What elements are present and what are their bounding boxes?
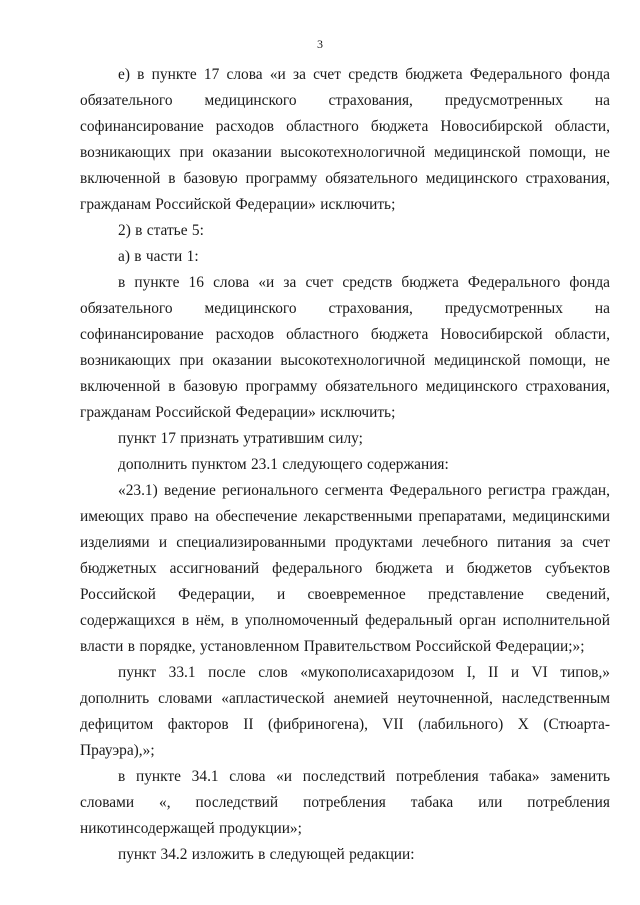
page-number: 3	[317, 37, 323, 51]
paragraph-e-point-17: е) в пункте 17 слова «и за счет средств бюджета Федерального фонда обязательного медицинского страхования, предусмотренных на софинансирование расходов областного бюджета Новосибирской области, возникающих при оказании высокотехнологичной медицинской помощи, не включенной в базовую программу обязательного медицинского страхования, гражданам Российской Федерации» исключить;	[80, 66, 610, 213]
paragraph-point-34-2: пункт 34.2 изложить в следующей редакции:	[118, 846, 415, 863]
paragraph-point-16: в пункте 16 слова «и за счет средств бюджета Федерального фонда обязательного медицинского страхования, предусмотренных на софинансирование расходов областного бюджета Новосибирской области, возникающих при оказании высокотехнологичной медицинской помощи, не включенной в базовую программу обязательного медицинского страхования, гражданам Российской Федерации» исключить;	[80, 274, 610, 421]
paragraph-point-33-1: пункт 33.1 после слов «мукополисахаридозом I, II и VI типов,» дополнить словами «апластической анемией неуточненной, наследственным дефицитом факторов II (фибриногена), VII (лабильного) X (Стюарта-Прауэра),»;	[80, 664, 610, 759]
paragraph-23-1-text: «23.1) ведение регионального сегмента Федерального регистра граждан, имеющих право на обеспечение лекарственными препаратами, медицинскими изделиями и специализированными продуктами лечебного питания за счет бюджетных ассигнований федерального бюджета и бюджетов субъектов Российской Федерации, и своевременное представление сведений, содержащихся в нём, в уполномоченный федеральный орган исполнительной власти в порядке, установленном Правительством Российской Федерации;»;	[80, 482, 610, 655]
paragraph-part-1: а) в части 1:	[118, 248, 199, 265]
paragraph-point-17-void: пункт 17 признать утратившим силу;	[118, 430, 363, 447]
paragraph-point-34-1: в пункте 34.1 слова «и последствий потребления табака» заменить словами «, последствий потребления табака или потребления никотинсодержащей продукции»;	[80, 768, 610, 837]
document-body	[80, 62, 610, 868]
paragraph-add-23-1: дополнить пунктом 23.1 следующего содержания:	[118, 456, 449, 473]
paragraph-article-5: 2) в статье 5:	[118, 222, 204, 239]
